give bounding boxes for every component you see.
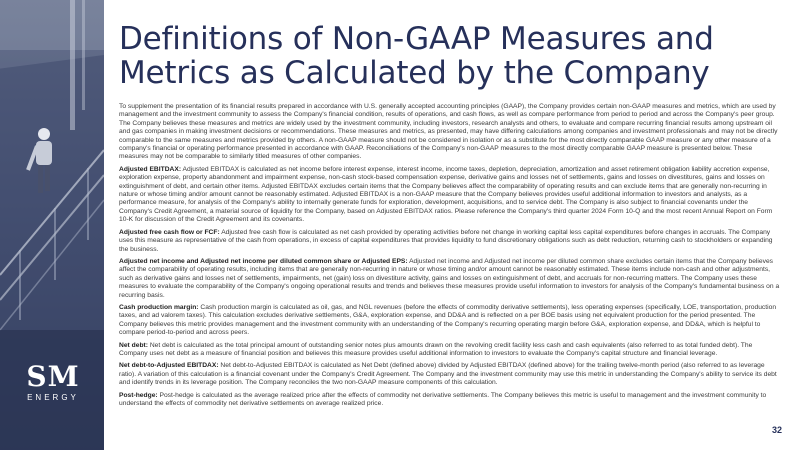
page-number: 32 [771,425,782,435]
definition-term: Post-hedge: [119,391,158,399]
sidebar-photo-panel [0,0,104,450]
definition-post-hedge [119,392,782,409]
definition-term: Adjusted net income and Adjusted net income per diluted common share or Adjusted EPS: [119,257,408,265]
logo-secondary: ENERGY [27,393,79,402]
definitions-body [119,103,782,412]
definition-cash-production-margin [119,304,782,338]
definition-term: Net debt: [119,341,148,349]
definition-net-debt [119,342,782,359]
definition-text: Adjusted EBITDAX is calculated as net income before interest expense, interest income, income taxes, depletion, depreciation, amortization and asset retirement obligation liability accretion expense, exploration expense, property abandonment and impairment expense, non-cash stock-based compensation expense, derivative gains and losses net of settlements, gains and losses on divestitures, gains and losses on extinguishment of debt, and certain other items. Adjusted EBITDAX excludes certain items that the Company believes affect the comparability of operating results and can exclude items that are generally non-recurring in nature or whose timing and/or amount cannot be reasonably estimated. Adjusted EBITDAX is a non-GAAP measure that the Company believes provides useful additional information to investors and analysts, as a performance measure, for analysis of the Company's ability to internally generate funds for exploration, development, acquisitions, and to service debt. The Company is also subject to financial covenants under the Company's Credit Agreement, a material source of liquidity for the Company, based on Adjusted EBITDAX ratios. Please reference the Company's third quarter 2024 Form 10-Q and the most recent Annual Report on Form 10-K for discussion of the Credit Agreement and its covenants. [119,165,773,224]
definition-text: Post-hedge is calculated as the average realized price after the effects of commodity net derivative settlements. The Company believes this metric is useful to management and the investment community to understand the effects of commodity net derivative settlements on average realized price. [119,391,767,407]
definition-text: Adjusted free cash flow is calculated as net cash provided by operating activities before net change in working capital less capital expenditures before changes in accruals. The Company uses this measure as representative of the cash from operations, in excess of capital expenditures that provides liquidity to fund discretionary obligations such as debt reduction, returning cash to stockholders or expanding the business. [119,228,773,253]
definition-net-debt-to-ebitdax [119,362,782,387]
page-title: Definitions of Non-GAAP Measures and Metrics as Calculated by the Company [119,21,714,91]
definition-text: Cash production margin is calculated as oil, gas, and NGL revenues (before the effects of commodity derivative settlements), less operating expenses (specifically, LOE, transportation, production taxes, and ad valorem taxes). This calculation excludes derivative settlements, G&A, exploration expense, and DD&A and is reflected on a per BOE basis using net equivalent production for the period presented. The Company believes this metric provides management and the investment community with an understanding of the Company's recurring operating margin before G&A, exploration expense, and DD&A, which is helpful to compare period-to-period and across peers. [119,303,777,337]
definition-adjusted-ebitdax [119,166,782,225]
logo-primary: SM [26,360,80,393]
definition-term: Adjusted EBITDAX: [119,165,182,173]
company-logo [8,362,98,402]
definition-text: Net debt-to-Adjusted EBITDAX is calculated as Net Debt (defined above) divided by Adjusted EBITDAX (defined above) for the trailing twelve-month period (also referred to as leverage ratio). A variation of this calculation is a financial covenant under the Company's Credit Agreement. The Company and the investment community may use this metric in understanding the Company's ability to service its debt and identify trends in its leverage position. The Company reconciles the two non-GAAP measure components of this calculation. [119,362,777,387]
definition-text: Net debt is calculated as the total principal amount of outstanding senior notes plus amounts drawn on the revolving credit facility less cash and cash equivalents (also referred to as total funded debt). The Company uses net debt as a measure of financial position and believes this measure provides useful additional information to investors to evaluate the Company's capital structure and financial leverage. [119,341,753,357]
definition-adjusted-net-income [119,258,782,300]
definition-term: Adjusted free cash flow or FCF: [119,228,220,236]
definition-adjusted-fcf [119,229,782,254]
definition-text: Adjusted net income and Adjusted net income per diluted common share excludes certain items that the Company believes affect the comparability of operating results, including items that are generally non-recurring in nature or whose timing and/or amount cannot be reasonably estimated. These items include non-cash and other adjustments, such as derivative gains and losses net of settlements, impairments, net (gain) loss on divestiture activity, gains and losses on extinguishment of debt, and accruals for non-recurring matters. The Company uses these measures to evaluate the comparability of the Company's ongoing operational results and trends and believes these measures provide useful information to investors for analysis of the Company's fundamental business on a recurring basis. [119,257,780,299]
intro-paragraph: To supplement the presentation of its financial results prepared in accordance with U.S. generally accepted accounting principles (GAAP), the Company provides certain non-GAAP measures and metrics, which are used by management and the investment community to assess the Company's financial condition, results of operations, and cash flows, as well as compare performance from period to period and across the Company's peer group. The Company believes these measures and metrics are widely used by the investment community, including investors, research analysts and others, to evaluate and compare recurring financial results among upstream oil and gas companies in making investment decisions or recommendations. These measures and metrics, as presented, may have differing calculations among companies and investment professionals and may not be directly comparable to the same measures and metrics provided by others. A non-GAAP measure should not be considered in isolation or as a substitute for the most directly comparable GAAP measure or any other measure of a company's financial or operating performance presented in accordance with GAAP. Reconciliations of the Company's non-GAAP measures to the most directly comparable GAAP measure is presented below. These measures may not be comparable to similarly titled measures of other companies. [119,103,778,161]
definition-term: Cash production margin: [119,303,199,311]
definition-term: Net debt-to-Adjusted EBITDAX: [119,362,219,370]
